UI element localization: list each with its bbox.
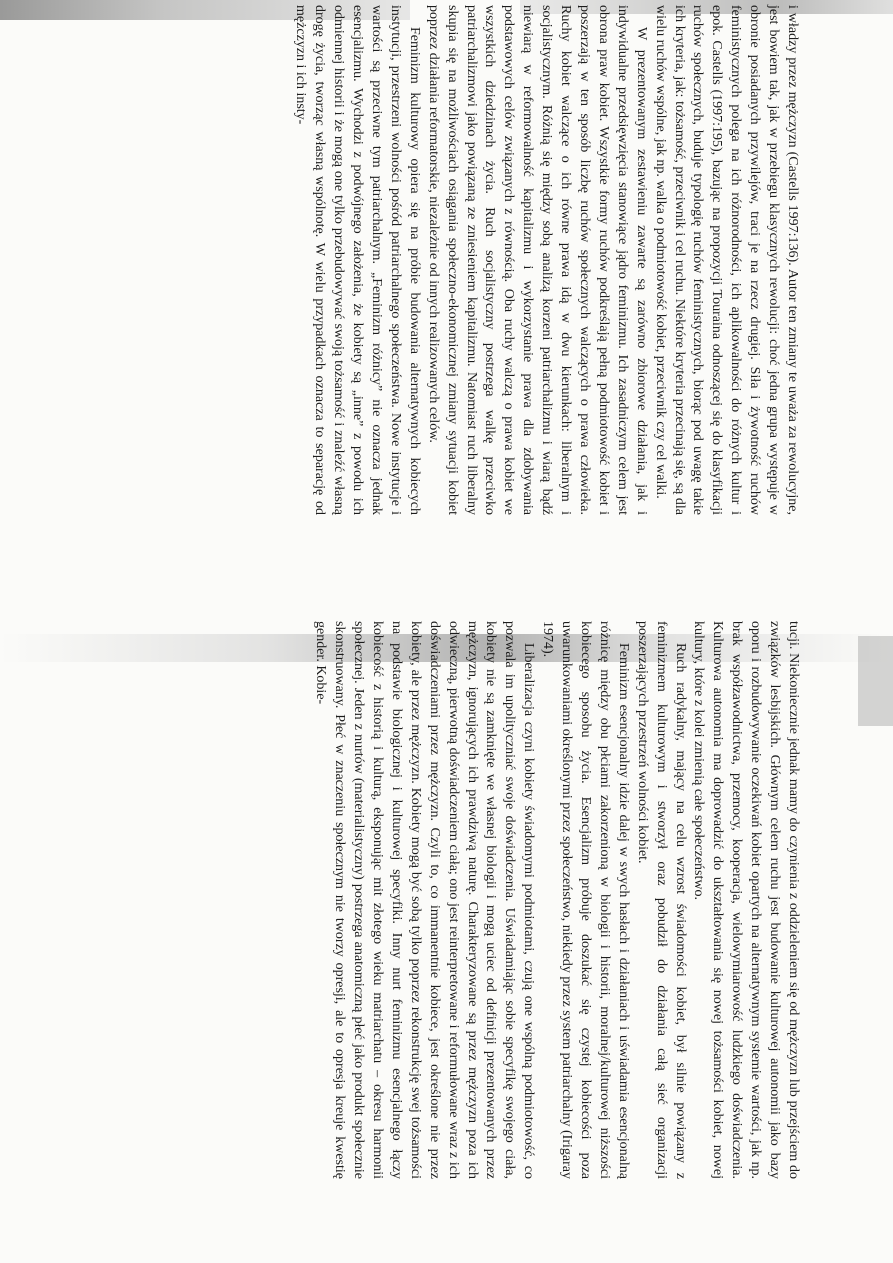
paragraph: i władzy przez mężczyzn (Castells 1997:136). Autor ten zmiany te uważa za rewolucyjne, jest bowiem tak, jak w przebiegu klasycznych rewolucji: choć jedna grupa występuje w obronie posiadanych przywilejów, traci je na rzecz drugiej. Siła i żywotność ruchów feministycznych polega na ich różnorodności, ich aplikowalności do różnych kultur i epok. Castells (1997:195), bazując na propozycji Touraina odnoszącej się do klasyfikacji ruchów społecznych, buduje typologię ruchów feministycznych, biorąc pod uwagę takie ich kryteria, jak: tożsamość, przeciwnik i cel ruchu. Niektóre kryteria przecinają się, są dla wielu ruchów wspólne, jak np. walka o podmiotowość kobiet, przeciwnik czy cel walki. [652, 5, 800, 515]
paragraph: tucji. Niekoniecznie jednak mamy do czynienia z oddzieleniem się od mężczyzn lub przejściem do związków lesbijskich. Głównym celem ruchu jest budowanie kulturowej autonomii jako bazy oporu i rozbudowywanie oczekiwań kobiet opartych na alternatywnym systemie wartości, jak np. brak współzawodnictwa, przemocy, kooperacja, wielowymiarowość ludzkiego doświadczenia. Kulturowa autonomia ma doprowadzić do ukształtowania się nowej tożsamości kobiet, nowej kultury, które z kolei zmienią całe społeczeństwo. [691, 621, 801, 1179]
paragraph: Liberalizacja czyni kobiety świadomymi podmiotami, czują one wspólną podmiotowość, co pozwala im upolityczniać swoje doświadczenia. Uświadamiając sobie specyfikę swojego ciała, kobiety nie są zamknięte we własnej biologii i mogą uciec od definicji prezentowanych przez mężczyzn, ignorujących ich prawdziwą naturę. Charakteryzowane są przez mężczyzn poza ich odwieczną, pierwotną doświadczeniem ciała; ono jest reinterpretowane i reformułowane wraz z ich doświadczeniami przez mężczyzn. Czyli to, co immanentnie kobiece, jest określone nie przez kobiety, ale przez mężczyzn. Kobiety mogą być sobą tylko poprzez rekonstrukcję swej tożsamości na podstawie biologicznej i kulturowej specyfiki. Inny nurt feminizmu esencjalnego łączy kobiecość z historią i kulturą, eksponując mit złotego wieku matriarchatu – okresu harmonii społecznej. Jeden z nurtów (materialistyczny) postrzega anatomiczną płeć jako produkt społecznie skonstruowany. Płeć w znaczeniu społecznym nie tworzy opresji, ale to opresja kreuje kwestię gender. Kobie- [313, 621, 537, 1179]
page-91-text [82, 621, 802, 1179]
paragraph: Feminizm esencjonalny idzie dalej w swych hasłach i działaniach i uświadamia esencjonalną różnicę między obu płciami zakorzenioną w biologii i historii, moralnej/kulturowej niższości kobiecego sposobu życia. Esencjalizm próbuje doszukać się czystej kobiecości poza uwarunkowaniami określonymi przez społeczeństwo, niekiedy przez system patriarchalny (Irigaray 1974). [540, 621, 631, 1179]
scan-shadow-right [858, 636, 893, 726]
page-90-text [81, 5, 801, 515]
paragraph: Feminizm kulturowy opiera się na próbie budowania alternatywnych kobiecych instytucji, przestrzeni wolności pośród patriarchalnego społeczeństwa. Nowe instytucje i wartości są przeciwne tym patriarchalnym. „Feminizm różnicy” nie oznacza jednak esencjalizmu. Wychodzi z podwójnego założenia, że kobiety są „inne” z powodu ich odmiennej historii i że mogą one tylko przebudowywać swoją tożsamość i znaleźć własną drogę życia, tworząc własną wspólnotę. W wielu przypadkach oznacza to separację od mężczyzn i ich insty- [293, 5, 422, 515]
paragraph: W prezentowanym zestawieniu zawarte są zarówno zbiorowe działania, jak i indywidualne przedsięwzięcia stanowiące jądro feminizmu. Ich zasadniczym celem jest obrona praw kobiet. Wszystkie formy ruchów podkreślają pełną podmiotowość kobiet i poszerzają w ten sposób liczbę ruchów społecznych walczących o prawa człowieka. Ruchy kobiet walczące o ich równe prawa idą w dwu kierunkach: liberalnym i socjalistycznym. Różnią się między sobą analizą korzeni patriarchalizmu i wiarą bądź niewiarą w reformowalność kapitalizmu i wykorzystanie prawa dla zdobywania podstawowych celów związanych z równością. Oba ruchy walczą o prawa kobiet we wszystkich dziedzinach życia. Ruch socjalistyczny postrzega walkę przeciwko patriarchalizmowi jako powiązaną ze zniesieniem kapitalizmu. Natomiast ruch liberalny skupia się na możliwościach osiągania społeczno-ekonomicznej zmiany sytuacji kobiet poprzez działania reformatorskie, niezależnie od innych realizowanych celów. [425, 5, 649, 515]
paragraph: Ruch radykalny, mający na celu wzrost świadomości kobiet, był silnie powiązany z feminizmem kulturowym i stworzył oraz pobudził do działania całą sieć organizacji poszerzających przestrzeń wolności kobiet. [634, 621, 688, 1179]
